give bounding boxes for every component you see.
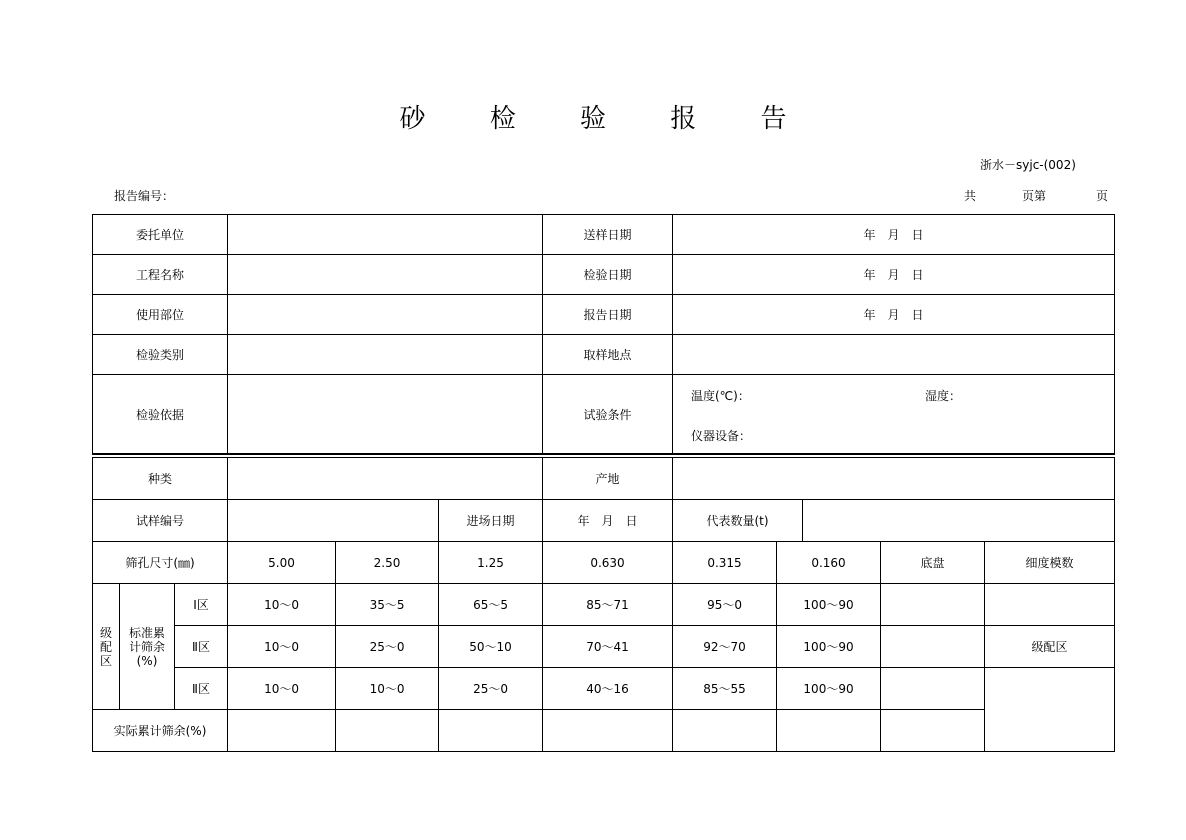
zone-value: 95～0	[673, 584, 777, 626]
sieve-size-label: 筛孔尺寸(㎜)	[93, 542, 228, 584]
sieve-size: 0.315	[673, 542, 777, 584]
quantity-label: 代表数量(t)	[673, 500, 803, 542]
zone-value: 25～0	[336, 626, 439, 668]
send-date-field[interactable]: 年 月 日	[673, 215, 1115, 255]
category-field[interactable]	[228, 335, 543, 375]
use-part-field[interactable]	[228, 295, 543, 335]
pan-cell[interactable]	[881, 668, 985, 710]
standard-retained-line: 标准累	[128, 625, 165, 640]
origin-field[interactable]	[673, 458, 1115, 500]
project-field[interactable]	[228, 255, 543, 295]
actual-value-cell[interactable]	[439, 710, 543, 752]
condition-field[interactable]	[673, 375, 1115, 455]
condition-label: 试验条件	[543, 375, 673, 455]
actual-value-cell[interactable]	[777, 710, 881, 752]
category-label: 检验类别	[93, 335, 228, 375]
sieve-table	[92, 541, 1115, 752]
zone-value: 10～0	[336, 668, 439, 710]
sieve-size: 2.50	[336, 542, 439, 584]
sample-no-label: 试样编号	[93, 500, 228, 542]
sieve-size: 0.630	[543, 542, 673, 584]
zone-value: 85～71	[543, 584, 673, 626]
zone-name: Ⅱ区	[175, 668, 228, 710]
sample-no-field[interactable]	[228, 500, 439, 542]
sieve-size: 0.160	[777, 542, 881, 584]
zone-value: 25～0	[439, 668, 543, 710]
client-field[interactable]	[228, 215, 543, 255]
report-date-field[interactable]: 年 月 日	[673, 295, 1115, 335]
type-label: 种类	[93, 458, 228, 500]
report-title: 砂 检 验 报 告	[399, 104, 815, 134]
grading-group-char: 级	[99, 625, 112, 640]
sample-table	[92, 457, 1115, 542]
grading-group-char: 区	[99, 653, 112, 668]
zone-value: 35～5	[336, 584, 439, 626]
pan-cell[interactable]	[881, 584, 985, 626]
humidity-label: 湿度：	[925, 389, 962, 403]
sampling-place-field[interactable]	[673, 335, 1115, 375]
grading-group-label	[93, 584, 120, 710]
test-date-label: 检验日期	[543, 255, 673, 295]
origin-label: 产地	[543, 458, 673, 500]
actual-value-cell[interactable]	[673, 710, 777, 752]
actual-value-cell[interactable]	[228, 710, 336, 752]
basis-field[interactable]	[228, 375, 543, 455]
page-of-label: 页第	[1022, 189, 1047, 203]
form-code: 浙水－syjc-(002)	[980, 158, 1076, 172]
standard-retained-label	[120, 584, 175, 710]
pan-cell[interactable]	[881, 626, 985, 668]
actual-value-cell[interactable]	[336, 710, 439, 752]
page-end-label: 页	[1096, 189, 1109, 203]
entry-date-field[interactable]: 年 月 日	[543, 500, 673, 542]
grading-zone-field[interactable]	[985, 668, 1115, 752]
temperature-label: 温度(℃)：	[691, 389, 750, 403]
send-date-label: 送样日期	[543, 215, 673, 255]
zone-value: 10～0	[228, 626, 336, 668]
type-field[interactable]	[228, 458, 543, 500]
fineness-label: 细度模数	[985, 542, 1115, 584]
standard-retained-line: (%)	[136, 653, 158, 668]
client-label: 委托单位	[93, 215, 228, 255]
report-date-label: 报告日期	[543, 295, 673, 335]
zone-value: 40～16	[543, 668, 673, 710]
sieve-size: 1.25	[439, 542, 543, 584]
actual-value-cell[interactable]	[543, 710, 673, 752]
quantity-field[interactable]	[803, 500, 1115, 542]
standard-retained-line: 计筛余	[128, 639, 165, 654]
zone-value: 65～5	[439, 584, 543, 626]
basis-label: 检验依据	[93, 375, 228, 455]
zone-value: 100～90	[777, 668, 881, 710]
zone-value: 10～0	[228, 584, 336, 626]
zone-name: Ⅰ区	[175, 584, 228, 626]
zone-value: 70～41	[543, 626, 673, 668]
total-pages-label: 共	[964, 189, 977, 203]
sampling-place-label: 取样地点	[543, 335, 673, 375]
grading-zone-label: 级配区	[985, 626, 1115, 668]
use-part-label: 使用部位	[93, 295, 228, 335]
test-date-field[interactable]: 年 月 日	[673, 255, 1115, 295]
zone-value: 92～70	[673, 626, 777, 668]
grading-group-char: 配	[99, 639, 112, 654]
actual-value-cell[interactable]	[881, 710, 985, 752]
zone-value: 10～0	[228, 668, 336, 710]
zone-value: 100～90	[777, 626, 881, 668]
pan-label: 底盘	[881, 542, 985, 584]
equipment-label: 仪器设备：	[691, 429, 752, 443]
zone-name: Ⅱ区	[175, 626, 228, 668]
double-rule	[92, 453, 1114, 456]
sieve-size: 5.00	[228, 542, 336, 584]
zone-value: 85～55	[673, 668, 777, 710]
zone-value: 100～90	[777, 584, 881, 626]
fineness-field[interactable]	[985, 584, 1115, 626]
project-label: 工程名称	[93, 255, 228, 295]
entry-date-label: 进场日期	[439, 500, 543, 542]
zone-value: 50～10	[439, 626, 543, 668]
report-number-label: 报告编号：	[114, 189, 175, 203]
info-table	[92, 214, 1115, 455]
actual-retained-label: 实际累计筛余(%)	[93, 710, 228, 752]
